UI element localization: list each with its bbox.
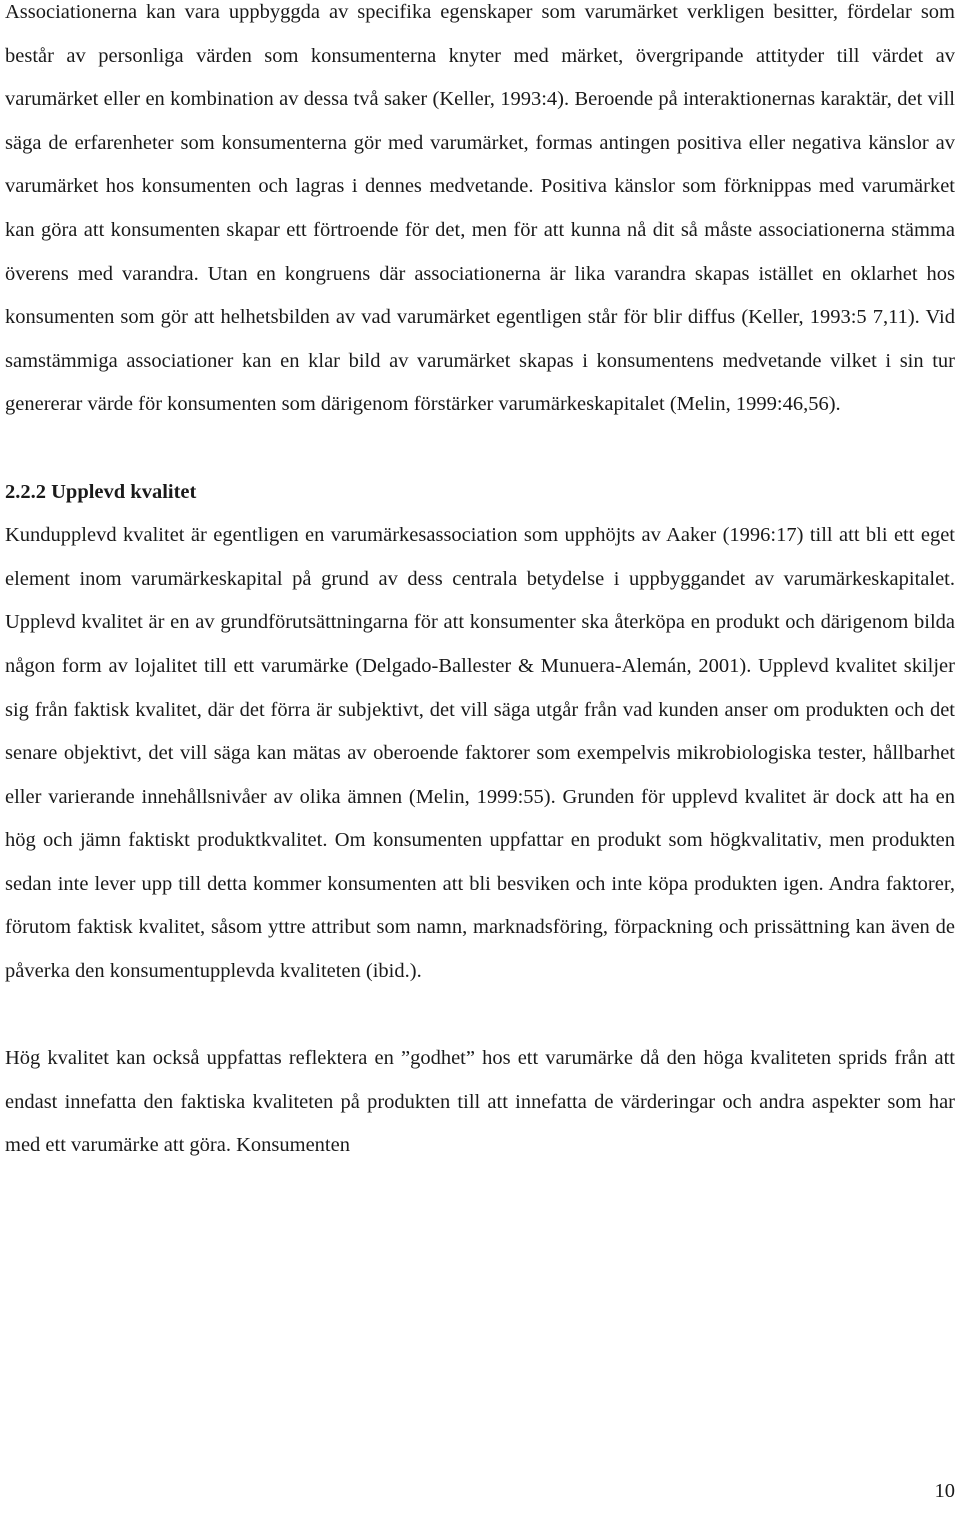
paragraph-spacer xyxy=(5,994,955,1038)
section-heading: 2.2.2 Upplevd kvalitet xyxy=(5,480,197,503)
section-paragraph-2: Hög kvalitet kan också uppfattas reflektera en ”godhet” hos ett varumärke då den höga kvaliteten sprids från att endast innefatta den faktiska kvaliteten på produkten till att innefatta de värderingar och andra aspekter som har med ett varumärke att göra. Konsumenten xyxy=(5,1047,955,1157)
document-page xyxy=(5,0,955,1168)
section-paragraph-1: Kundupplevd kvalitet är egentligen en varumärkesassociation som upphöjts av Aaker (1996:17) till att bli ett eget element inom varumärkeskapital på grund av dess centrala betydelse i uppbyggandet av varumärkeskapitalet. Upplevd kvalitet är en av grundförutsättningarna för att konsumenter ska återköpa en produkt och därigenom bilda någon form av lojalitet till ett varumärke (Delgado-Ballester & Munuera-Alemán, 2001). Upplevd kvalitet skiljer sig från faktisk kvalitet, där det förra är subjektivt, det vill säga utgår från vad kunden anser om produkten och det senare objektivt, det vill säga kan mätas av oberoende faktorer som exempelvis mikrobiologiska tester, hållbarhet eller varierande innehållsnivåer av olika ämnen (Melin, 1999:55). Grunden för upplevd kvalitet är dock att ha en hög och jämn faktiskt produktkvalitet. Om konsumenten uppfattar en produkt som högkvalitativ, men produkten sedan inte lever upp till detta kommer konsumenten att bli besviken och inte köpa produkten igen. Andra faktorer, förutom faktisk kvalitet, såsom yttre attribut som namn, marknadsföring, förpackning och prissättning kan även de påverka den konsumentupplevda kvaliteten (ibid.). xyxy=(5,524,955,983)
page-number: 10 xyxy=(934,1480,955,1502)
paragraph-spacer xyxy=(5,427,955,471)
intro-paragraph: Associationerna kan vara uppbyggda av specifika egenskaper som varumärket verkligen besitter, fördelar som består av personliga värden som konsumenterna knyter med märket, övergripande attityder till värdet av varumärket eller en kombination av dessa två saker (Keller, 1993:4). Beroende på interaktionernas karaktär, det vill säga de erfarenheter som konsumenterna gör med varumärket, formas antingen positiva eller negativa känslor av varumärket hos konsumenten och lagras i dennes medvetande. Positiva känslor som förknippas med varumärket kan göra att konsumenten skapar ett förtroende för det, men för att kunna nå dit så måste associationerna stämma överens med varandra. Utan en kongruens där associationerna är lika varandra skapas istället en oklarhet hos konsumenten som gör att helhetsbilden av vad varumärket egentligen står för blir diffus (Keller, 1993:5 7,11). Vid samstämmiga associationer kan en klar bild av varumärket skapas i konsumentens medvetande vilket i sin tur genererar värde för konsumenten som därigenom förstärker varumärkeskapitalet (Melin, 1999:46,56). xyxy=(5,1,955,416)
